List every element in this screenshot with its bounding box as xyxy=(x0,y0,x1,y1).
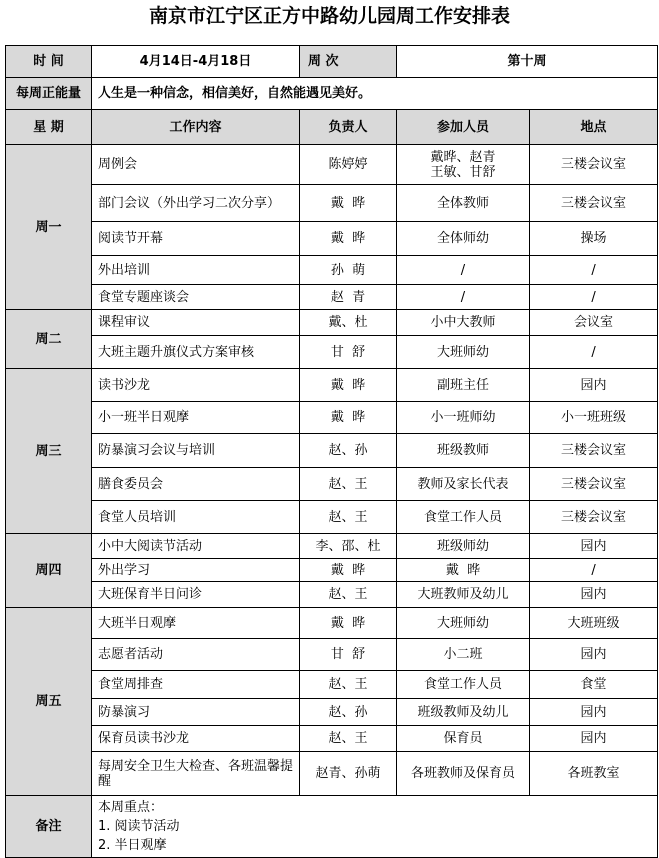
work-item: 小一班半日观摩 xyxy=(92,402,300,434)
remarks-item: 2. 半日观摩 xyxy=(98,838,167,853)
schedule-row xyxy=(6,752,658,796)
location: 大班班级 xyxy=(530,608,658,639)
participants xyxy=(397,145,530,185)
column-owner: 负责人 xyxy=(300,110,397,145)
owner: 赵 青 xyxy=(300,285,397,310)
schedule-row xyxy=(6,534,658,559)
participant-line: / xyxy=(460,289,466,305)
owner: 戴 晔 xyxy=(300,608,397,639)
work-item: 课程审议 xyxy=(92,310,300,336)
work-item: 食堂专题座谈会 xyxy=(92,285,300,310)
location: 三楼会议室 xyxy=(530,185,658,222)
schedule-row xyxy=(6,671,658,699)
participants xyxy=(397,185,530,222)
work-item: 食堂周排查 xyxy=(92,671,300,699)
participant-line: / xyxy=(460,262,466,278)
schedule-row xyxy=(6,639,658,671)
day-label: 周三 xyxy=(6,369,92,534)
work-item: 每周安全卫生大检查、各班温馨提醒 xyxy=(92,752,300,796)
participant-line: 教师及家长代表 xyxy=(417,476,509,492)
day-label: 周四 xyxy=(6,534,92,608)
remarks-content xyxy=(92,796,658,858)
participant-line: 戴 晔 xyxy=(445,562,481,578)
work-item: 部门会议（外出学习二次分享） xyxy=(92,185,300,222)
owner: 赵、王 xyxy=(300,726,397,752)
participant-line: 大班师幼 xyxy=(436,615,489,631)
location: / xyxy=(530,285,658,310)
participant-line: 大班师幼 xyxy=(436,344,489,360)
owner: 赵、孙 xyxy=(300,699,397,726)
participants xyxy=(397,310,530,336)
work-item: 外出培训 xyxy=(92,256,300,285)
schedule-row xyxy=(6,369,658,402)
participant-line: 班级师幼 xyxy=(436,538,489,554)
work-item: 小中大阅读节活动 xyxy=(92,534,300,559)
owner: 赵、王 xyxy=(300,582,397,608)
work-item: 外出学习 xyxy=(92,559,300,582)
location: 三楼会议室 xyxy=(530,501,658,534)
schedule-row xyxy=(6,222,658,256)
owner: 孙 萌 xyxy=(300,256,397,285)
schedule-row xyxy=(6,699,658,726)
participants xyxy=(397,608,530,639)
remarks-label: 备注 xyxy=(6,796,92,858)
schedule-row xyxy=(6,501,658,534)
owner: 李、邵、杜 xyxy=(300,534,397,559)
participant-line: 大班教师及幼儿 xyxy=(417,587,509,602)
owner: 戴 晔 xyxy=(300,222,397,256)
participants xyxy=(397,369,530,402)
participant-line: 保育员 xyxy=(443,731,483,746)
owner: 赵、王 xyxy=(300,671,397,699)
schedule-row xyxy=(6,434,658,468)
schedule-row xyxy=(6,559,658,582)
location: 园内 xyxy=(530,369,658,402)
participant-line: 食堂工作人员 xyxy=(423,509,502,525)
date-range: 4月14日-4月18日 xyxy=(92,46,300,78)
schedule-row xyxy=(6,402,658,434)
work-item: 防暴演习会议与培训 xyxy=(92,434,300,468)
participant-line: 班级教师 xyxy=(436,443,489,458)
day-label: 周五 xyxy=(6,608,92,796)
work-item: 防暴演习 xyxy=(92,699,300,726)
schedule-row xyxy=(6,285,658,310)
owner: 甘 舒 xyxy=(300,336,397,369)
participant-line: 小二班 xyxy=(443,647,483,662)
participants xyxy=(397,559,530,582)
location: 三楼会议室 xyxy=(530,434,658,468)
location: / xyxy=(530,336,658,369)
participants xyxy=(397,256,530,285)
work-item: 读书沙龙 xyxy=(92,369,300,402)
participants xyxy=(397,402,530,434)
schedule-row xyxy=(6,185,658,222)
column-header-row xyxy=(6,110,658,145)
participants xyxy=(397,726,530,752)
participant-line: 小一班师幼 xyxy=(430,410,496,425)
work-item: 阅读节开幕 xyxy=(92,222,300,256)
participants xyxy=(397,534,530,559)
work-item: 志愿者活动 xyxy=(92,639,300,671)
location: 会议室 xyxy=(530,310,658,336)
participants xyxy=(397,434,530,468)
participants xyxy=(397,582,530,608)
column-location: 地点 xyxy=(530,110,658,145)
location: 三楼会议室 xyxy=(530,468,658,501)
location: 园内 xyxy=(530,639,658,671)
participant-line: 副班主任 xyxy=(436,377,489,393)
motto-row xyxy=(6,78,658,110)
motto-label: 每周正能量 xyxy=(6,78,92,110)
owner: 赵、王 xyxy=(300,501,397,534)
schedule-table xyxy=(5,45,658,858)
location: 园内 xyxy=(530,699,658,726)
owner: 戴、杜 xyxy=(300,310,397,336)
schedule-row xyxy=(6,310,658,336)
location: / xyxy=(530,256,658,285)
participant-line: 戴晔、赵青 xyxy=(430,149,496,165)
remarks-row xyxy=(6,796,658,858)
column-day: 星 期 xyxy=(6,110,92,145)
participants xyxy=(397,336,530,369)
work-item: 保育员读书沙龙 xyxy=(92,726,300,752)
owner: 甘 舒 xyxy=(300,639,397,671)
participant-line: 食堂工作人员 xyxy=(423,677,502,692)
location: 食堂 xyxy=(530,671,658,699)
participant-line: 各班教师及保育员 xyxy=(410,766,515,781)
schedule-row xyxy=(6,726,658,752)
owner: 陈婷婷 xyxy=(300,145,397,185)
participants xyxy=(397,501,530,534)
work-item: 大班半日观摩 xyxy=(92,608,300,639)
location: 园内 xyxy=(530,534,658,559)
participant-line: 全体教师 xyxy=(436,195,489,211)
day-label: 周一 xyxy=(6,145,92,310)
work-item: 膳食委员会 xyxy=(92,468,300,501)
work-item: 食堂人员培训 xyxy=(92,501,300,534)
participant-line: 王敏、甘舒 xyxy=(430,164,496,180)
location: 园内 xyxy=(530,582,658,608)
owner: 戴 晔 xyxy=(300,559,397,582)
participant-line: 班级教师及幼儿 xyxy=(417,704,509,720)
work-item: 大班保育半日问诊 xyxy=(92,582,300,608)
schedule-row xyxy=(6,468,658,501)
location: 三楼会议室 xyxy=(530,145,658,185)
owner: 赵青、孙萌 xyxy=(300,752,397,796)
work-item: 大班主题升旗仪式方案审核 xyxy=(92,336,300,369)
owner: 戴 晔 xyxy=(300,369,397,402)
location: 操场 xyxy=(530,222,658,256)
week-label: 周 次 xyxy=(300,46,397,78)
location: 各班教室 xyxy=(530,752,658,796)
day-label: 周二 xyxy=(6,310,92,369)
participants xyxy=(397,222,530,256)
participants xyxy=(397,699,530,726)
participant-line: 小中大教师 xyxy=(430,315,496,330)
motto-text: 人生是一种信念，相信美好，自然能遇见美好。 xyxy=(92,78,658,110)
work-item: 周例会 xyxy=(92,145,300,185)
schedule-row xyxy=(6,336,658,369)
header-row xyxy=(6,46,658,78)
location: / xyxy=(530,559,658,582)
column-participants: 参加人员 xyxy=(397,110,530,145)
schedule-row xyxy=(6,582,658,608)
column-work: 工作内容 xyxy=(92,110,300,145)
participants xyxy=(397,285,530,310)
schedule-row xyxy=(6,145,658,185)
remarks-item: 1. 阅读节活动 xyxy=(98,819,180,834)
remarks-heading: 本周重点： xyxy=(98,800,164,815)
participant-line: 全体师幼 xyxy=(436,231,489,246)
week-value: 第十周 xyxy=(397,46,658,78)
owner: 赵、王 xyxy=(300,468,397,501)
participants xyxy=(397,468,530,501)
owner: 赵、孙 xyxy=(300,434,397,468)
participants xyxy=(397,752,530,796)
location: 园内 xyxy=(530,726,658,752)
location: 小一班班级 xyxy=(530,402,658,434)
schedule-row xyxy=(6,256,658,285)
participants xyxy=(397,671,530,699)
participants xyxy=(397,639,530,671)
owner: 戴 晔 xyxy=(300,402,397,434)
owner: 戴 晔 xyxy=(300,185,397,222)
page-title: 南京市江宁区正方中路幼儿园周工作安排表 xyxy=(148,5,510,27)
schedule-row xyxy=(6,608,658,639)
time-label: 时 间 xyxy=(6,46,92,78)
